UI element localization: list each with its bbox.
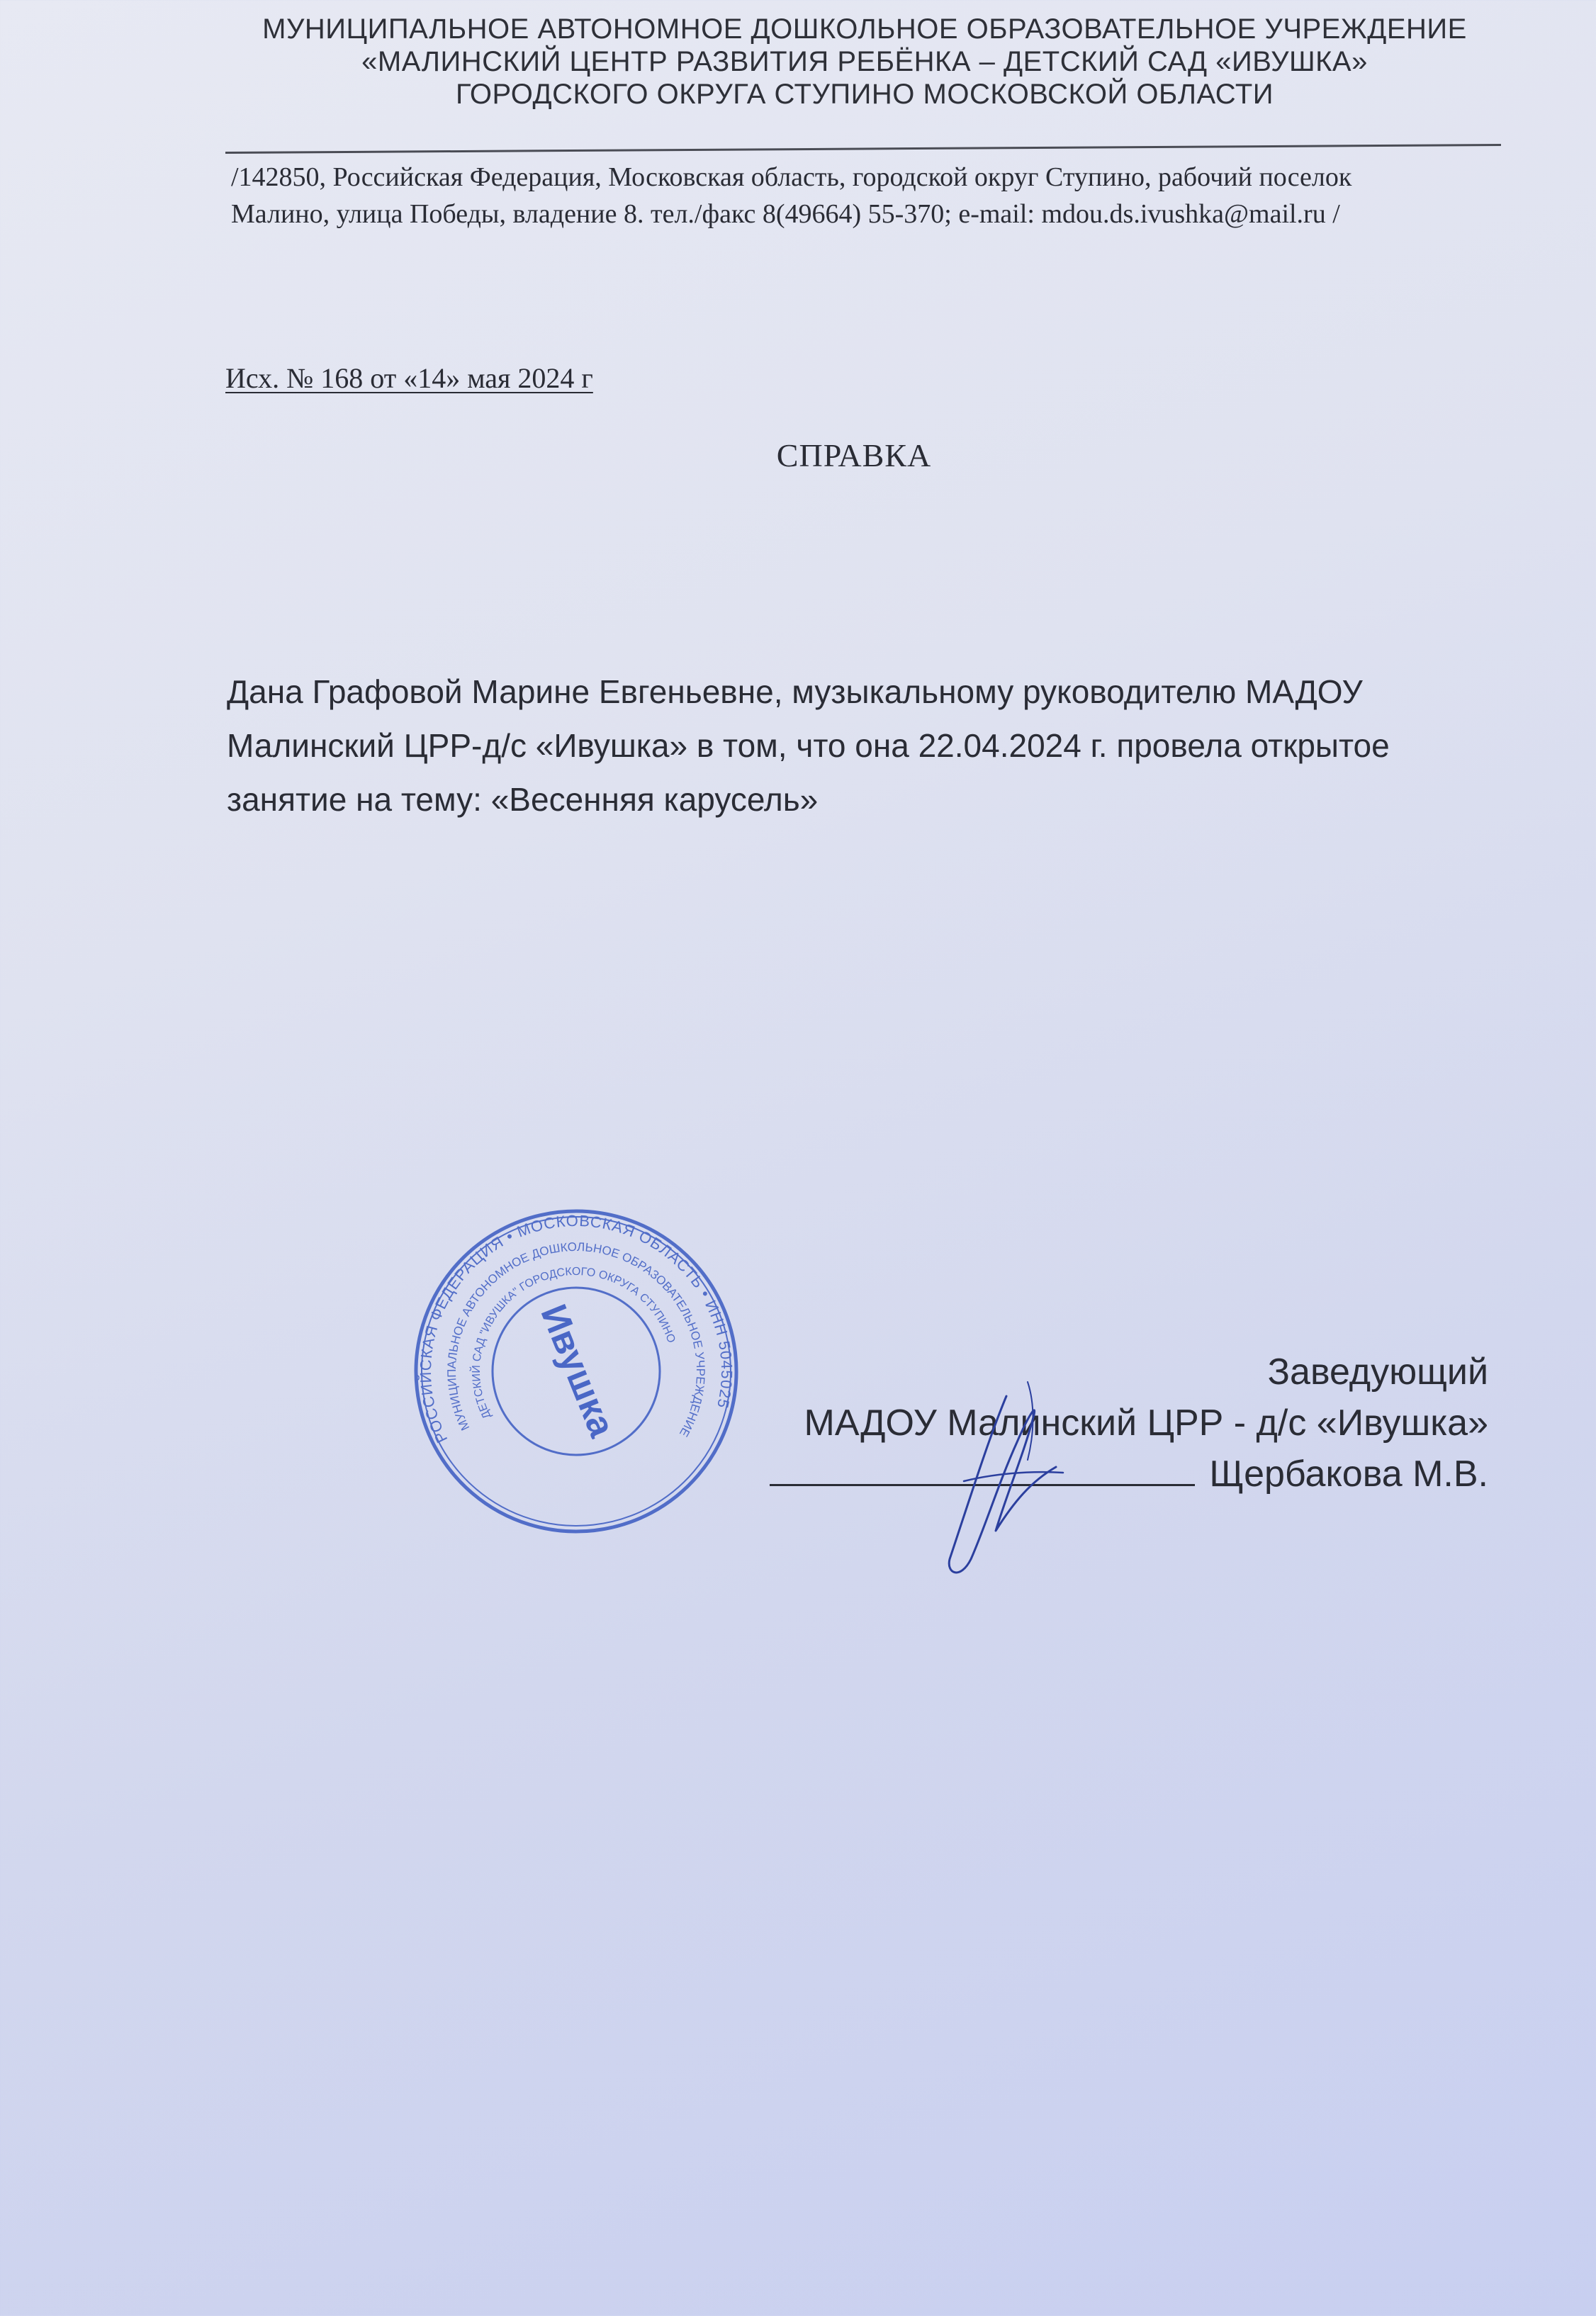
stamp-middle-text: МУНИЦИПАЛЬНОЕ АВТОНОМНОЕ ДОШКОЛЬНОЕ ОБРАЗОВАТЕЛЬНОЕ УЧРЕЖДЕНИЕ — [444, 1239, 708, 1439]
stamp-outer-text: РОССИЙСКАЯ ФЕДЕРАЦИЯ • МОСКОВСКАЯ ОБЛАСТЬ • ИНН 5045025 — [416, 1211, 736, 1446]
signatory-name: Щербакова М.В. — [1209, 1454, 1488, 1495]
institution-header — [227, 13, 1502, 111]
header-divider — [225, 144, 1501, 154]
document-title: СПРАВКА — [776, 437, 932, 473]
body-line-1: Дана Графовой Марине Евгеньевне, музыкальному руководителю МАДОУ — [227, 673, 1363, 710]
institution-address — [231, 159, 1507, 232]
address-line-2: Малино, улица Победы, владение 8. тел./факс 8(49664) 55-370; e-mail: mdou.ds.ivushka@mail.ru / — [231, 199, 1340, 229]
stamp-center-text: Ивушка — [532, 1298, 623, 1443]
handwritten-signature — [921, 1375, 1077, 1587]
body-line-2: Малинский ЦРР-д/с «Ивушка» в том, что она 22.04.2024 г. провела открытое — [227, 727, 1390, 764]
stamp-inner-text: ДЕТСКИЙ САД "ИВУШКА" ГОРОДСКОГО ОКРУГА СТУПИНО — [470, 1265, 678, 1421]
address-line-1: /142850, Российская Федерация, Московская область, городской округ Ступино, рабочий поселок — [231, 162, 1352, 192]
header-line-2: «МАЛИНСКИЙ ЦЕНТР РАЗВИТИЯ РЕБЁНКА – ДЕТСКИЙ САД «ИВУШКА» — [361, 46, 1368, 77]
outgoing-number: Исх. № 168 от «14» мая 2024 г — [225, 362, 593, 394]
signatory-position: Заведующий — [1267, 1351, 1488, 1393]
signatory-organization: МАДОУ Малинский ЦРР - д/с «Ивушка» — [804, 1402, 1488, 1444]
header-line-3: ГОРОДСКОГО ОКРУГА СТУПИНО МОСКОВСКОЙ ОБЛАСТИ — [455, 79, 1274, 110]
body-line-3: занятие на тему: «Весенняя карусель» — [227, 781, 819, 818]
certificate-body — [227, 665, 1559, 826]
header-line-1: МУНИЦИПАЛЬНОЕ АВТОНОМНОЕ ДОШКОЛЬНОЕ ОБРАЗОВАТЕЛЬНОЕ УЧРЕЖДЕНИЕ — [262, 13, 1467, 45]
